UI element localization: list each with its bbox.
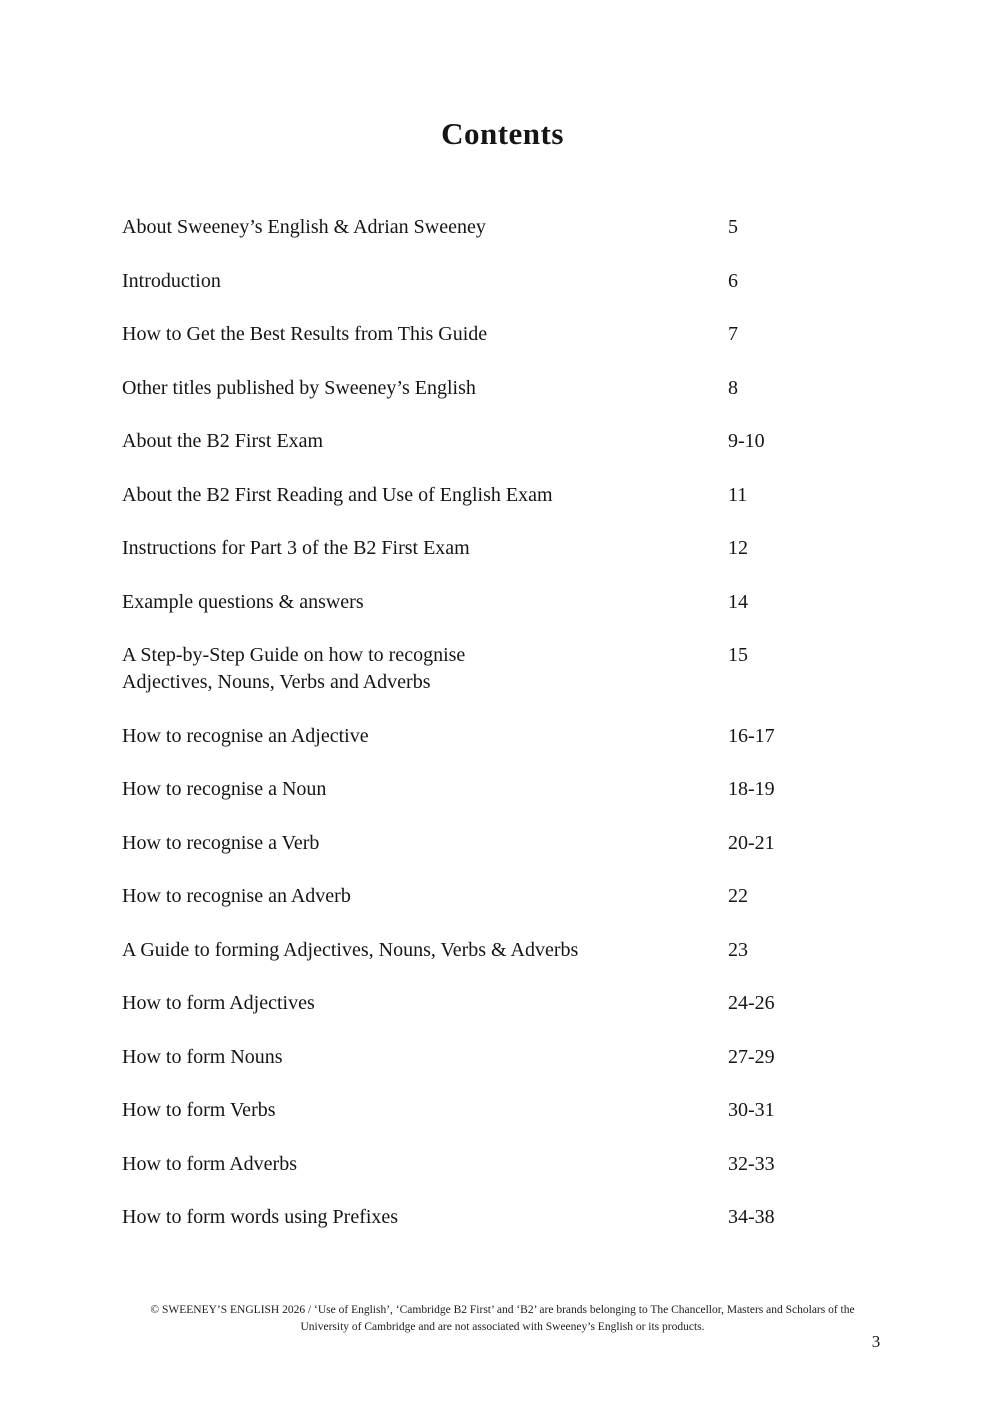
toc-entry-label: About Sweeney’s English & Adrian Sweeney	[122, 216, 486, 238]
toc-entry-label	[122, 642, 728, 696]
footer-copyright-line2: University of Cambridge and are not associated with Sweeney’s English or its products.	[300, 1321, 705, 1333]
toc-entry-label-line1: A Step-by-Step Guide on how to recognise	[122, 644, 466, 666]
toc-entry	[122, 937, 902, 964]
toc-entry	[122, 428, 902, 455]
toc-entry-pages: 20-21	[728, 831, 775, 854]
toc-entry	[122, 1151, 902, 1178]
toc-entry-label: How to form Nouns	[122, 1045, 283, 1068]
toc-entry	[122, 642, 902, 696]
toc-entry-label: A Guide to forming Adjectives, Nouns, Verbs & Adverbs	[122, 938, 579, 961]
toc-entry-pages: 23	[728, 938, 748, 961]
toc-entry	[122, 268, 902, 295]
toc-entry-pages: 6	[728, 269, 738, 292]
toc-entry-label: Example questions & answers	[122, 590, 364, 613]
toc-entry-label: Introduction	[122, 269, 221, 292]
toc-entry-label: About the B2 First Reading and Use of English Exam	[122, 483, 553, 506]
footer-copyright	[0, 1302, 1005, 1336]
toc-entry-label: How to recognise an Adjective	[122, 724, 369, 747]
toc-entry-label-line2: Adjectives, Nouns, Verbs and Adverbs	[122, 671, 431, 693]
toc-entry	[122, 883, 902, 910]
footer-copyright-line1: © SWEENEY’S ENGLISH 2026 / ‘Use of English’, ‘Cambridge B2 First’ and ‘B2’ are brands belonging to The Chancellor, Masters and Scholars of the	[150, 1304, 855, 1316]
toc-entry	[122, 1204, 902, 1231]
page-title: Contents	[441, 116, 564, 151]
toc-entry-pages: 24-26	[728, 992, 775, 1014]
toc-entry	[122, 1044, 902, 1071]
toc-entry	[122, 830, 902, 857]
page-number: 3	[871, 1332, 881, 1351]
toc-entry-pages: 18-19	[728, 778, 775, 800]
toc-entry	[122, 482, 902, 509]
toc-entry-label: About the B2 First Exam	[122, 430, 324, 452]
toc-entry	[122, 375, 902, 402]
toc-entry-label: How to Get the Best Results from This Guide	[122, 323, 488, 345]
toc-entry-pages: 32-33	[728, 1152, 775, 1175]
toc-entry	[122, 990, 902, 1017]
toc-entry-label: How to recognise an Adverb	[122, 885, 351, 907]
toc-entry	[122, 589, 902, 616]
toc-entry-pages: 15	[728, 644, 748, 666]
toc-entry	[122, 214, 902, 241]
toc-entry-label: How to recognise a Verb	[122, 831, 320, 854]
toc-entry-pages: 5	[728, 216, 738, 238]
toc-entry-pages: 22	[728, 885, 748, 907]
toc-entry	[122, 535, 902, 562]
toc-entry-pages: 34-38	[728, 1206, 775, 1228]
toc-entry	[122, 723, 902, 750]
toc-entry-pages: 8	[728, 376, 738, 399]
toc-entry-label: How to recognise a Noun	[122, 778, 327, 800]
toc-entry-pages: 27-29	[728, 1045, 775, 1068]
toc-entry-pages: 7	[728, 323, 738, 345]
toc-entry-pages: 14	[728, 590, 748, 613]
toc-entry-pages: 11	[728, 483, 748, 506]
toc-entry-label: Instructions for Part 3 of the B2 First Exam	[122, 537, 470, 559]
toc-entry-label: How to form words using Prefixes	[122, 1206, 399, 1228]
toc-entry-label: Other titles published by Sweeney’s English	[122, 376, 476, 399]
toc-entry-label: How to form Adverbs	[122, 1152, 297, 1175]
toc-entry	[122, 776, 902, 803]
toc-entry-pages: 12	[728, 537, 748, 559]
table-of-contents	[122, 214, 902, 1258]
toc-entry-pages: 9-10	[728, 430, 765, 452]
toc-entry-label: How to form Verbs	[122, 1099, 276, 1121]
toc-entry-pages: 16-17	[728, 724, 775, 747]
toc-entry	[122, 1097, 902, 1124]
toc-entry-label: How to form Adjectives	[122, 992, 315, 1014]
toc-entry	[122, 321, 902, 348]
toc-entry-pages: 30-31	[728, 1099, 775, 1121]
